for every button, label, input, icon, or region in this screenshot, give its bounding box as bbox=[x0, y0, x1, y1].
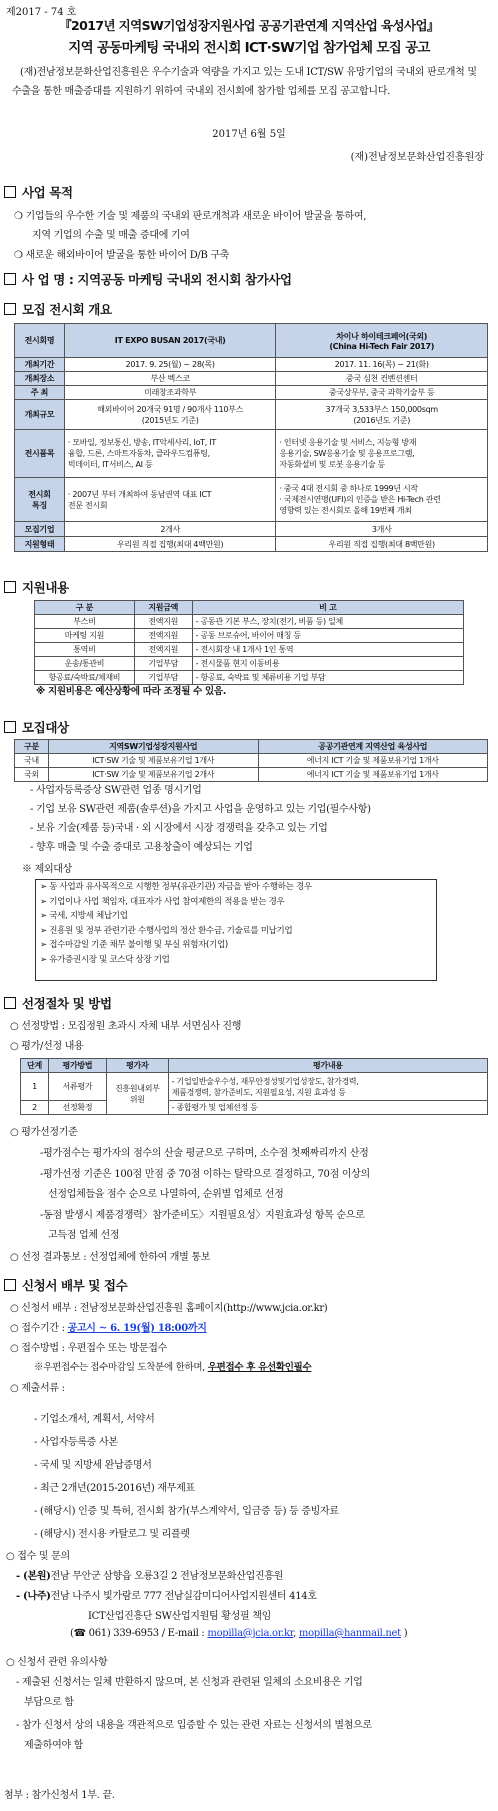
document-item: - 최근 2개년(2015-2016년) 재무제표 bbox=[34, 1483, 195, 1494]
criteria-label: ○ 평가선정기준 bbox=[10, 1127, 78, 1138]
evaluation-content-label: ○ 평가/선정 내용 bbox=[10, 1041, 84, 1052]
criteria-2: -평가선정 기준은 100점 만점 중 70점 이하는 탈락으로 결정하고, 70점 이상의 bbox=[40, 1169, 370, 1180]
section-exhibition-overview-heading: 모집 전시회 개요 bbox=[4, 300, 112, 318]
target-criteria-2: - 기업 보유 SW관련 제품(솔루션)을 가지고 사업을 운영하고 있는 기업(필수사항) bbox=[30, 804, 371, 815]
exclusion-item: ➢ 국세, 지방세 체납기업 bbox=[40, 911, 128, 921]
intro-paragraph: (재)전남정보문화산업진흥원은 우수기술과 역량을 가지고 있는 도내 ICT/SW 유망기업의 국내외 판로개척 및 수출을 통한 매출증대를 지원하기 위하여 국내외 전시회에 참가할 업체를 모집 공고합니다. bbox=[12, 67, 477, 97]
purpose-bullet-1: ❍ 기업들의 우수한 기술 및 제품의 국내외 판로개척과 새로운 바이어 발굴을 통하여, bbox=[14, 211, 367, 222]
selection-method: ○ 선정방법 : 모집정원 초과시 자체 내부 서면심사 진행 bbox=[10, 1021, 242, 1032]
exclusion-item: ➢ 접수마감일 기준 채무 불이행 및 부실 위험자(기업) bbox=[40, 940, 228, 950]
application-method: ○ 접수방법 : 우편접수 또는 방문접수 bbox=[10, 1343, 167, 1354]
note-1: - 제출된 신청서는 일체 반환하지 않으며, 본 신청과 관련된 일체의 소요비용은 기업 bbox=[16, 1677, 363, 1688]
document-item: - (해당시) 전시용 카탈로그 및 리플렛 bbox=[34, 1529, 190, 1540]
table-row: 단계 평가방법 평가자 평가내용 bbox=[21, 1059, 488, 1073]
table-row: 구분 지역SW기업성장지원사업 공공기관연계 지역산업 육성사업 bbox=[15, 740, 488, 754]
issuing-organization: (재)전남정보문화산업진흥원장 bbox=[350, 152, 484, 163]
criteria-3-cont: 고득점 업체 선정 bbox=[48, 1230, 120, 1241]
table-row: 개최기간 2017. 9. 25(월) ~ 28(목) 2017. 11. 16(목) ~ 21(화) bbox=[15, 358, 488, 372]
checkbox-square-icon bbox=[4, 997, 16, 1009]
target-criteria-4: - 향후 매출 및 수출 증대로 고용창출이 예상되는 기업 bbox=[30, 842, 253, 853]
mail-note: ※우편접수는 접수마감일 도착분에 한하며, 우편접수 후 유선확인필수 bbox=[34, 1362, 312, 1373]
contact-phone-email: (☎ 061) 339-6953 / E-mail : mopilla@jcia.or.kr, mopilla@hanmail.net ) bbox=[70, 1628, 408, 1639]
contact-person: ICT산업진흥단 SW산업지원팀 황성필 책임 bbox=[88, 1611, 271, 1622]
section-support-heading: 지원내용 bbox=[4, 578, 69, 596]
note-2-cont: 제출하여야 함 bbox=[24, 1740, 84, 1751]
email-link-1[interactable]: mopilla@jcia.or.kr bbox=[207, 1628, 294, 1639]
table-row: 통역비 전액지원 - 전시회장 내 1개사 1인 통역 bbox=[35, 643, 464, 657]
criteria-2-cont: 선정업체들을 점수 순으로 나열하여, 순위별 업체로 선정 bbox=[48, 1189, 284, 1200]
note-1-cont: 부담으로 함 bbox=[24, 1697, 74, 1708]
announcement-date: 2017년 6월 5일 bbox=[212, 129, 286, 140]
support-table bbox=[34, 600, 464, 685]
criteria-1: -평가점수는 평가자의 점수의 산술 평균으로 구하며, 소수점 첫째짜리까지 산정 bbox=[40, 1148, 369, 1159]
exclusion-item: ➢ 기업이나 사업 책임자, 대표자가 사업 참여제한의 적용을 받는 경우 bbox=[40, 896, 285, 907]
documents-label: ○ 제출서류 : bbox=[10, 1383, 65, 1394]
exclusion-item: ➢ 유가증권시장 및 코스닥 상장 기업 bbox=[40, 954, 170, 965]
table-row: 국내 ICT·SW 기술 및 제품보유기업 1개사 에너지 ICT 기술 및 제품보유기업 1개사 bbox=[15, 754, 488, 768]
checkbox-square-icon bbox=[4, 1279, 16, 1291]
table-row: 모집기업 2개사 3개사 bbox=[15, 522, 488, 537]
address-main: - (본원)전남 무안군 삼향읍 오룡3길 2 전남정보문화산업진흥원 bbox=[16, 1571, 284, 1582]
section-project-name-heading: 사 업 명 : 지역공동 마케팅 국내외 전시회 참가사업 bbox=[4, 270, 292, 288]
address-naju: - (나주)전남 나주시 빛가람로 777 전남실감미디어사업지원센터 414호 bbox=[16, 1591, 317, 1602]
evaluation-table bbox=[20, 1058, 488, 1115]
target-criteria-3: - 보유 기술(제품 등)국내 · 외 시장에서 시장 경쟁력을 갖추고 있는 기업 bbox=[30, 823, 328, 834]
exclusion-box bbox=[35, 879, 437, 981]
criteria-3: -동점 발생시 제품경쟁력〉참가준비도〉지원필요성〉지원효과성 항목 순으로 bbox=[40, 1210, 365, 1221]
purpose-bullet-2: ❍ 새로운 해외바이어 발굴을 통한 바이어 D/B 구축 bbox=[14, 250, 230, 261]
section-selection-heading: 선정절차 및 방법 bbox=[4, 994, 112, 1012]
result-notice: ○ 선정 결과통보 : 선정업체에 한하여 개별 통보 bbox=[10, 1252, 211, 1263]
table-row: 마케팅 지원 전액지원 - 공동 브로슈어, 바이어 매칭 등 bbox=[35, 629, 464, 643]
section-purpose-heading: 사업 목적 bbox=[4, 183, 73, 201]
section-target-heading: 모집대상 bbox=[4, 718, 69, 736]
table-row: 개최장소 부산 벡스코 중국 심천 컨벤션센터 bbox=[15, 372, 488, 386]
document-item: - 사업자등록증 사본 bbox=[34, 1437, 118, 1448]
table-row: 운송/통관비 기업부담 - 전시물품 현지 이동비용 bbox=[35, 657, 464, 671]
exclusion-item: ➢ 진흥원 및 정부 관련기관 수행사업의 정산 환수금, 기술료를 미납기업 bbox=[40, 925, 293, 936]
table-row: 주 최 미래창조과학부 중국상무부, 중국 과학기술부 등 bbox=[15, 386, 488, 400]
form-distribution: ○ 신청서 배부 : 전남정보문화산업진흥원 홈페이지(http://www.jcia.or.kr) bbox=[10, 1303, 328, 1314]
checkbox-square-icon bbox=[4, 273, 16, 285]
purpose-bullet-1-cont: 지역 기업의 수출 및 매출 증대에 기여 bbox=[32, 230, 190, 241]
target-criteria-1: - 사업자등록증상 SW관련 업종 명시기업 bbox=[30, 785, 202, 796]
title-line-2: 지역 공동마케팅 국내외 전시회 ICT·SW기업 참가업체 모집 공고 bbox=[68, 40, 430, 56]
table-row: 전시회명 IT EXPO BUSAN 2017(국내) 차이나 하이테크페어(국외) (China Hi-Tech Fair 2017) bbox=[15, 324, 488, 358]
document-item: - 기업소개서, 계획서, 서약서 bbox=[34, 1414, 155, 1425]
title-line-1: 『2017년 지역SW기업성장지원사업 공공기관연계 지역산업 육성사업』 bbox=[59, 18, 439, 33]
note-2: - 참가 신청서 상의 내용을 객관적으로 입증할 수 있는 관련 자료는 신청서의 별첨으로 bbox=[16, 1720, 372, 1731]
table-row: 전시회 특징 · 2007년 부터 개최하여 동남권역 대표 ICT 전문 전시회 · 중국 4대 전시회 중 하나로 1999년 시작 · 국제전시연맹(UFI)의 인증을 받은 Hi-Tech 관련 영향력 있는 전시회로 올해 19번째 개최 bbox=[15, 478, 488, 522]
table-row: 2 선정확정 - 종합평가 및 업체선정 등 bbox=[21, 1101, 488, 1115]
table-row: 개최규모 해외바이어 20개국 91명 / 90개사 110부스 (2015년도 기준) 37개국 3,533부스 150,000sqm (2016년도 기준) bbox=[15, 400, 488, 430]
table-row: 부스비 전액지원 - 공동관 기본 부스, 장치(전기, 비품 등) 일체 bbox=[35, 615, 464, 629]
table-row: 지원형태 우리원 직접 집행(최대 4백만원) 우리원 직접 집행(최대 8백만원) bbox=[15, 537, 488, 552]
exhibition-table bbox=[14, 323, 488, 552]
notes-label: ○ 신청서 관련 유의사항 bbox=[6, 1657, 108, 1668]
application-period: ○ 접수기간 : 공고시 ~ 6. 19(월) 18:00까지 bbox=[10, 1323, 207, 1334]
email-link-2[interactable]: mopilla@hanmail.net bbox=[298, 1628, 401, 1639]
checkbox-square-icon bbox=[4, 581, 16, 593]
table-row: 국외 ICT·SW 기술 및 제품보유기업 2개사 에너지 ICT 기술 및 제품보유기업 1개사 bbox=[15, 768, 488, 782]
contact-label: ○ 접수 및 문의 bbox=[6, 1551, 70, 1562]
exclusion-heading: ※ 제외대상 bbox=[22, 864, 73, 875]
attachment-footer: 첨부 : 참가신청서 1부. 끝. bbox=[4, 1790, 115, 1801]
support-note: ※ 지원비용은 예산상황에 따라 조정될 수 있음. bbox=[36, 686, 227, 697]
checkbox-square-icon bbox=[4, 186, 16, 198]
table-row: 전시품목 · 모바일, 정보통신, 방송, IT악세사리, IoT, IT 융합, 드론, 스마트자동차, 클라우드컴퓨팅, 빅데이터, IT서비스, AI 등 · 인터넷 응용기술 및 서비스, 지능형 방재 응용기술, SW응용기술 및 응용프로그램, 자동화설비 및 로봇 응용기술 등 bbox=[15, 430, 488, 478]
document-item: - (해당시) 인증 및 특허, 전시회 참가(부스계약서, 입금증 등) 등 증빙자료 bbox=[34, 1506, 339, 1517]
exclusion-item: ➢ 동 사업과 유사목적으로 시행한 정부(유관기관) 자금을 받아 수행하는 경우 bbox=[40, 882, 312, 892]
table-row: 1 서류평가 진흥원내외부 위원 - 기업일반술우수성, 재무안정성및기업성장도, 참가경력, 제품경쟁력, 참가준비도, 지원필요성, 지원 효과성 등 bbox=[21, 1073, 488, 1101]
table-row: 구 분 지원금액 비 고 bbox=[35, 601, 464, 615]
target-table bbox=[14, 739, 488, 782]
section-application-heading: 신청서 배부 및 접수 bbox=[4, 1276, 127, 1294]
document-item: - 국세 및 지방세 완납증명서 bbox=[34, 1460, 152, 1471]
checkbox-square-icon bbox=[4, 303, 16, 315]
issue-number: 제2017 - 74 호 bbox=[6, 7, 77, 18]
table-row: 항공료/숙박료/체재비 기업부담 - 항공료, 숙박료 및 체류비용 기업 부담 bbox=[35, 671, 464, 685]
checkbox-square-icon bbox=[4, 721, 16, 733]
